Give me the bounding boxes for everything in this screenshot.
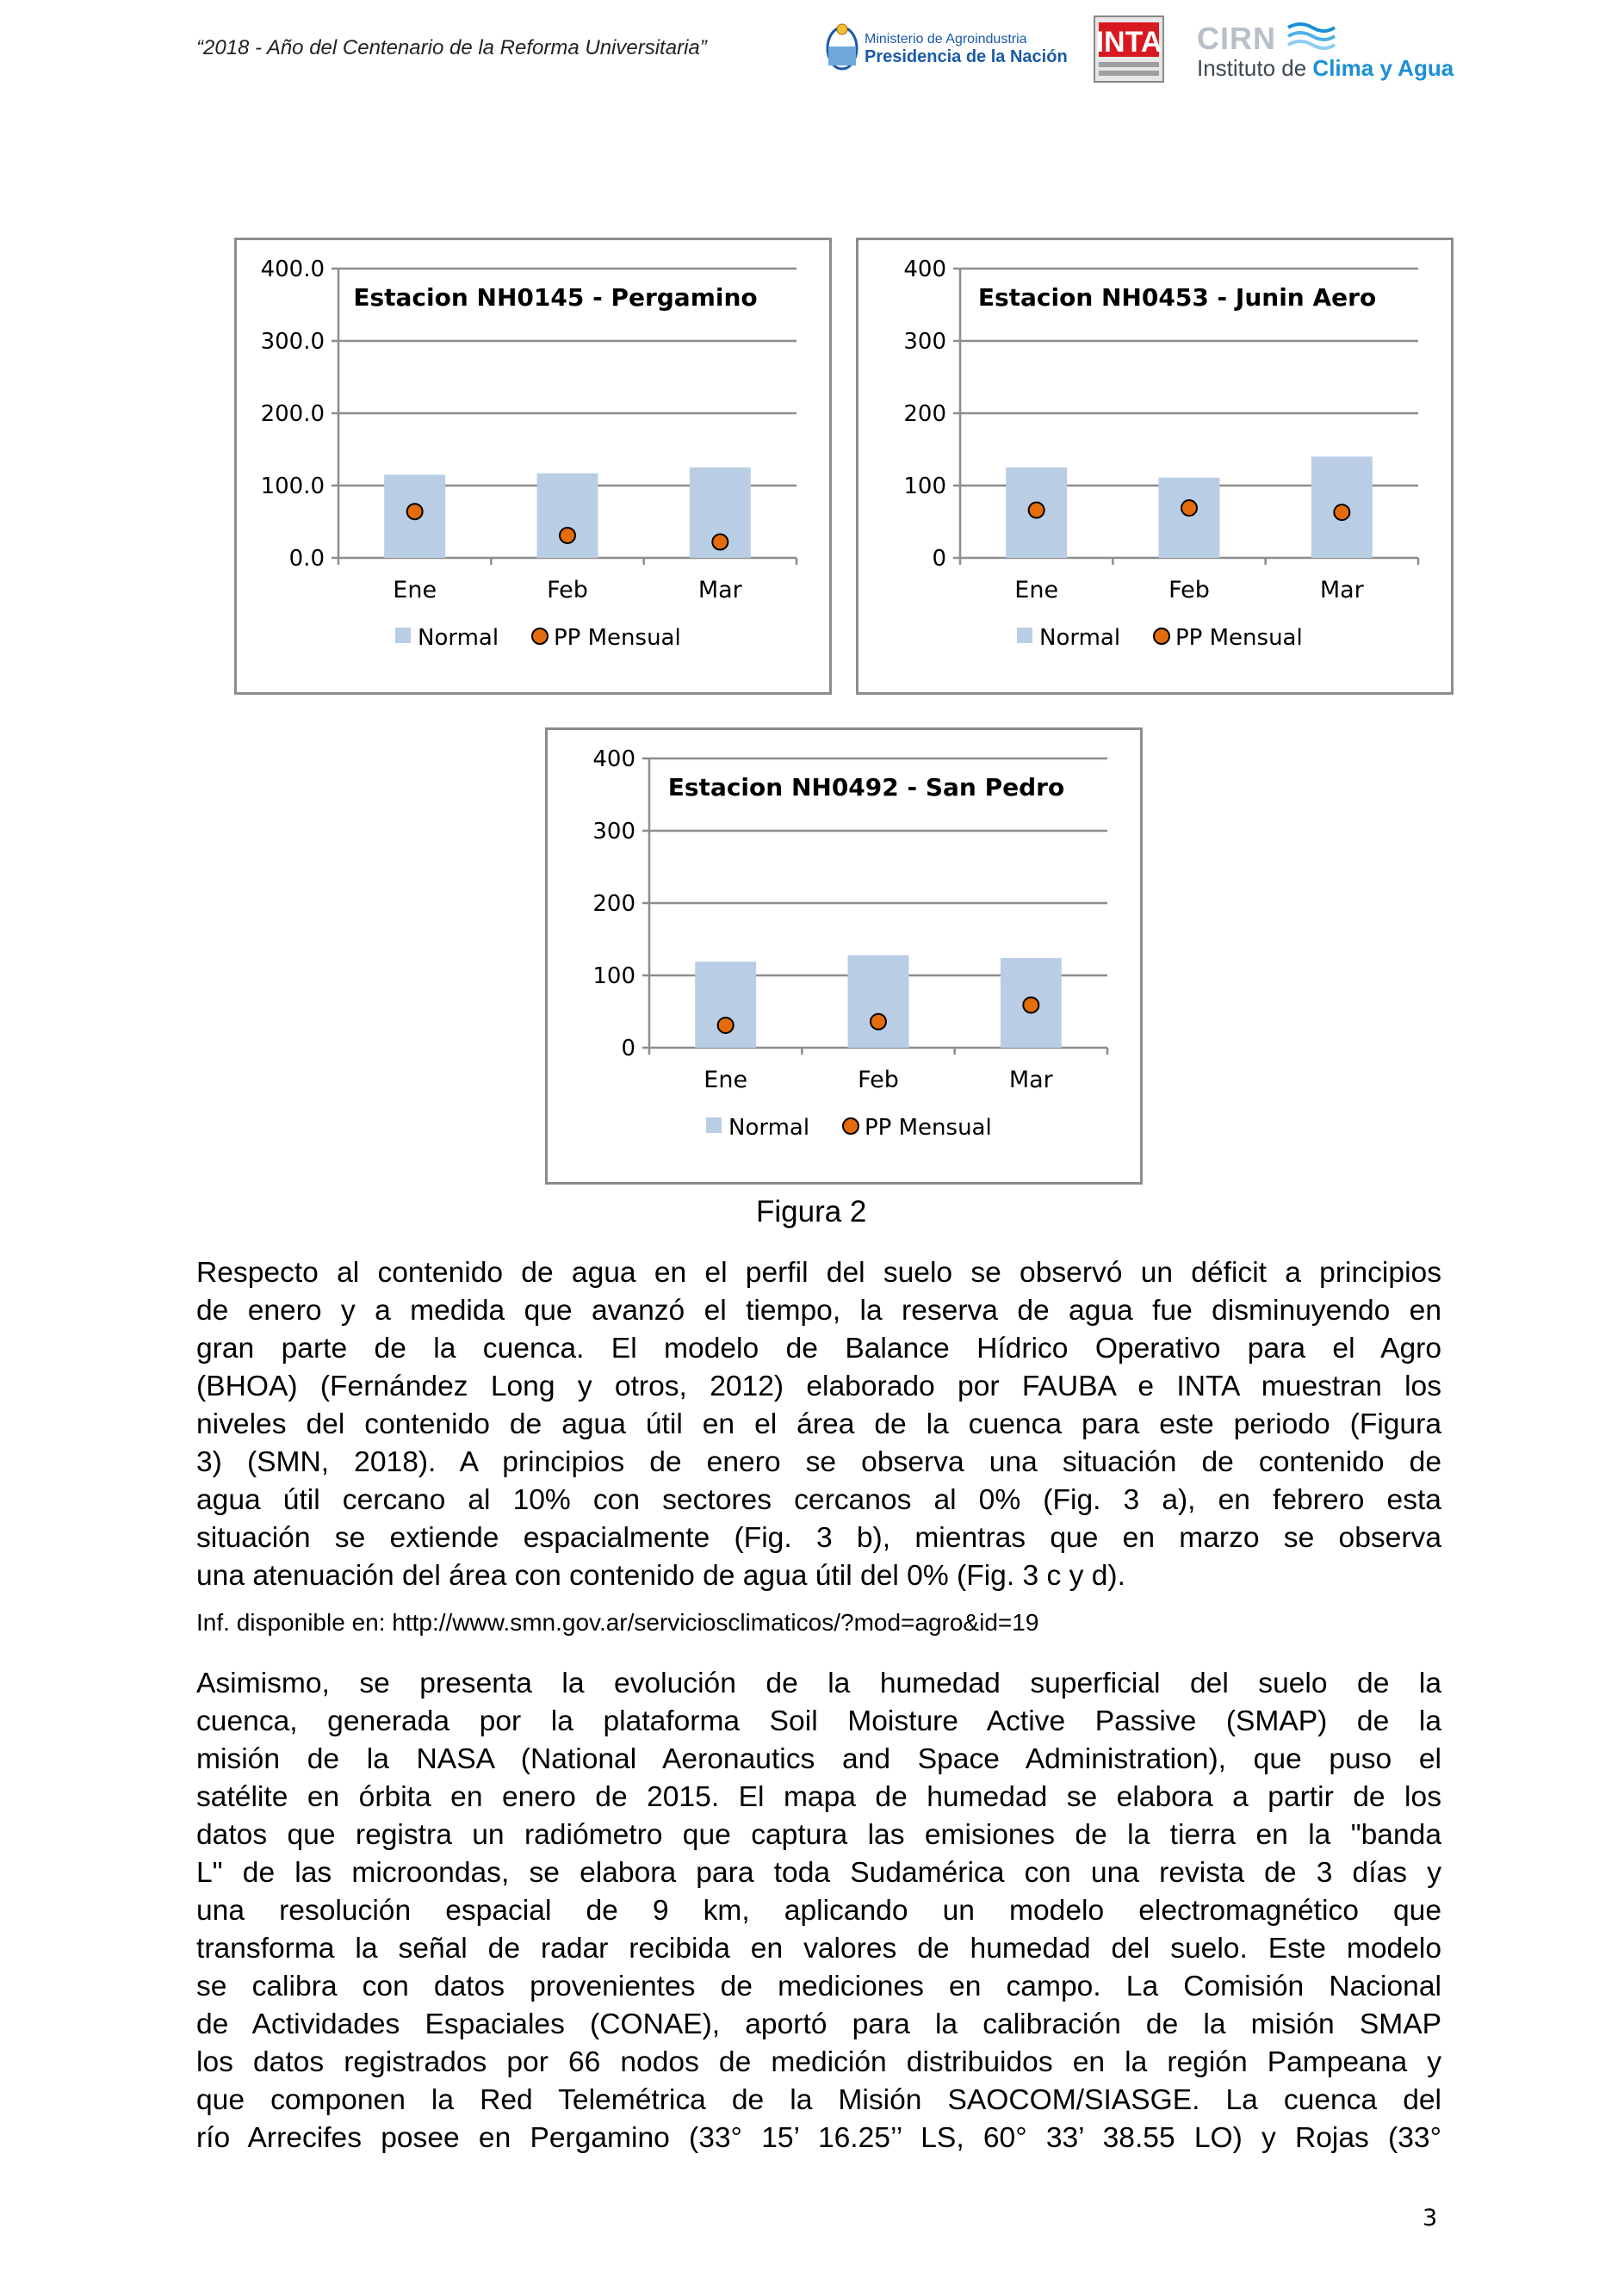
y-tick-label: 200 (592, 891, 635, 917)
text-line: río Arrecifes posee en Pergamino (33° 15’ 16.25’’ LS, 60° 33’ 38.55 LO) y Rojas (33° (196, 2122, 1441, 2154)
legend-swatch-normal (1017, 628, 1032, 643)
legend-label-pp: PP Mensual (1175, 625, 1303, 651)
text-line: que componen la Red Telemétrica de la Misión SAOCOM/SIASGE. La cuenca del (196, 2084, 1441, 2116)
text-line: niveles del contenido de agua útil en el área de la cuenca para este periodo (Figura (196, 1408, 1441, 1440)
legend-marker-pp (843, 1118, 858, 1134)
y-tick-label: 200 (903, 401, 946, 427)
chart-svg (548, 730, 1140, 1182)
bar-normal-feb (537, 473, 598, 558)
cirn-sub-bold: Clima y Agua (1312, 55, 1454, 81)
text-line: L" de las microondas, se elabora para toda Sudamérica con una revista de 3 días y (196, 1857, 1441, 1889)
cirn-sub-prefix: Instituto de (1197, 55, 1313, 81)
text-line: una resolución espacial de 9 km, aplicando un modelo electromagnético que (196, 1895, 1441, 1927)
ministerio-line1: Ministerio de Agroindustria (865, 32, 1027, 46)
chart-title: Estacion NH0492 - San Pedro (667, 773, 1065, 801)
y-tick-label: 300 (903, 329, 946, 355)
cirn-word: CIRN (1197, 21, 1276, 56)
chart-pergamino (234, 238, 832, 695)
chart-title: Estacion NH0453 - Junin Aero (977, 283, 1377, 312)
y-tick-label: 300.0 (260, 329, 325, 355)
text-line: cuenca, generada por la plataforma Soil Moisture Active Passive (SMAP) de la (196, 1705, 1441, 1737)
text-line: de Actividades Espaciales (CONAE), aportó para la calibración de la misión SMAP (196, 2008, 1441, 2040)
text-line: situación se extiende espacialmente (Fig. 3 b), mientras que en marzo se observa (196, 1522, 1441, 1554)
cirn-subtitle (1197, 55, 1454, 82)
y-tick-label: 0.0 (288, 546, 325, 572)
x-tick-label: Mar (1319, 577, 1364, 603)
header-motto: “2018 - Año del Centenario de la Reforma Universitaria” (196, 36, 707, 59)
legend-swatch-normal (706, 1117, 722, 1133)
waves-icon (1285, 19, 1336, 53)
legend-label-normal: Normal (418, 625, 499, 651)
ministerio-text (865, 31, 1068, 65)
y-tick-label: 400 (903, 257, 946, 282)
point-pp-feb (1181, 500, 1197, 516)
y-tick-label: 300 (592, 819, 635, 845)
paragraph-soil-water (196, 1254, 1441, 1595)
text-line: una atenuación del área con contenido de agua útil del 0% (Fig. 3 c y d). (196, 1560, 1125, 1592)
text-line: de enero y a medida que avanzó el tiempo, la reserva de agua fue disminuyendo en (196, 1295, 1441, 1327)
text-line: (BHOA) (Fernández Long y otros, 2012) elaborado por FAUBA e INTA muestran los (196, 1371, 1441, 1402)
point-pp-ene (1029, 503, 1044, 518)
y-tick-label: 100 (592, 963, 635, 989)
text-line: gran parte de la cuenca. El modelo de Balance Hídrico Operativo para el Agro (196, 1333, 1441, 1365)
chart-svg (858, 240, 1451, 692)
argentina-shield-icon (825, 22, 859, 72)
point-pp-ene (718, 1018, 734, 1033)
x-tick-label: Mar (697, 577, 742, 603)
legend-label-pp: PP Mensual (554, 625, 681, 651)
y-tick-label: 200.0 (260, 401, 325, 427)
point-pp-mar (712, 535, 728, 550)
x-tick-label: Feb (858, 1067, 899, 1093)
y-tick-label: 100.0 (260, 473, 325, 499)
chart-svg (237, 240, 829, 692)
text-line: misión de la NASA (National Aeronautics and Space Administration), que puso el (196, 1743, 1441, 1775)
text-line: transforma la señal de radar recibida en valores de humedad del suelo. Este modelo (196, 1933, 1441, 1965)
point-pp-mar (1023, 997, 1038, 1012)
x-tick-label: Feb (1168, 577, 1210, 603)
text-line: Asimismo, se presenta la evolución de la humedad superficial del suelo de la (196, 1668, 1441, 1699)
bar-normal-feb (1159, 478, 1220, 558)
text-line: satélite en órbita en enero de 2015. El mapa de humedad se elabora a partir de los (196, 1781, 1441, 1813)
chart-junin-aero (856, 238, 1454, 695)
paragraph-smap (196, 1665, 1441, 2157)
point-pp-ene (407, 504, 423, 519)
page-number: 3 (1423, 2205, 1438, 2231)
y-tick-label: 400 (592, 746, 635, 772)
legend-label-normal: Normal (728, 1115, 810, 1141)
text-line: 3) (SMN, 2018). A principios de enero se observa una situación de contenido de (196, 1446, 1441, 1478)
y-tick-label: 100 (903, 473, 946, 499)
ministerio-logo (825, 22, 1075, 74)
text-line: Respecto al contenido de agua en el perfil del suelo se observó un déficit a principios (196, 1257, 1441, 1289)
bar-normal-feb (848, 955, 909, 1048)
figure-caption: Figura 2 (756, 1195, 867, 1228)
chart-san-pedro (545, 727, 1143, 1185)
text-line: datos que registra un radiómetro que captura las emisiones de la tierra en la "banda (196, 1819, 1441, 1851)
x-tick-label: Ene (704, 1067, 748, 1093)
text-line: agua útil cercano al 10% con sectores cercanos al 0% (Fig. 3 a), en febrero esta (196, 1484, 1441, 1516)
point-pp-feb (560, 528, 575, 543)
text-line: se calibra con datos provenientes de mediciones en campo. La Comisión Nacional (196, 1971, 1441, 2002)
y-tick-label: 400.0 (260, 257, 325, 282)
x-tick-label: Feb (547, 577, 588, 603)
y-tick-label: 0 (621, 1036, 635, 1061)
bar-normal-ene (695, 962, 756, 1048)
reference-line: Inf. disponible en: http://www.smn.gov.ar/serviciosclimaticos/?mod=agro&id=19 (196, 1609, 1039, 1636)
inta-logo (1094, 15, 1164, 83)
legend-swatch-normal (395, 628, 411, 643)
x-tick-label: Mar (1008, 1067, 1053, 1093)
inta-logo-text: INTA (1095, 26, 1162, 59)
point-pp-feb (871, 1014, 886, 1030)
legend-label-normal: Normal (1039, 625, 1121, 651)
x-tick-label: Ene (1014, 577, 1059, 603)
cirn-logo (1197, 19, 1464, 84)
ministerio-line2: Presidencia de la Nación (865, 47, 1068, 66)
legend-marker-pp (1154, 628, 1169, 644)
chart-title: Estacion NH0145 - Pergamino (353, 283, 758, 312)
legend-marker-pp (532, 628, 548, 644)
x-tick-label: Ene (393, 577, 437, 603)
y-tick-label: 0 (932, 546, 946, 572)
point-pp-mar (1334, 504, 1349, 520)
legend-label-pp: PP Mensual (865, 1115, 992, 1141)
text-line: los datos registrados por 66 nodos de medición distribuidos en la región Pampeana y (196, 2046, 1441, 2078)
